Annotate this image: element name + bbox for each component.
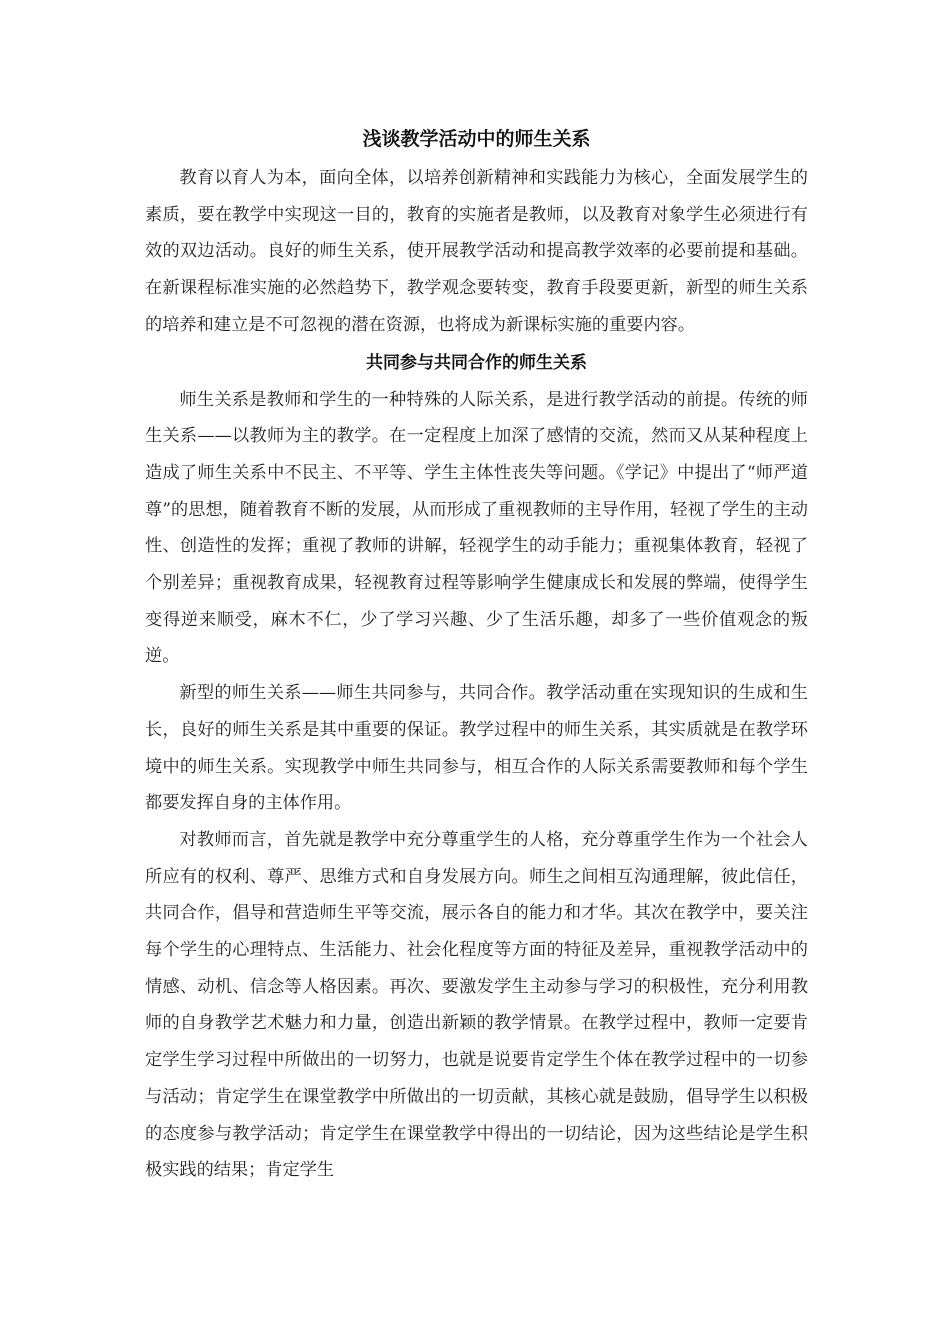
body-paragraph: 师生关系是教师和学生的一种特殊的人际关系，是进行教学活动的前提。传统的师生关系——以教师为主的教学。在一定程度上加深了感情的交流，然而又从某种程度上造成了师生关系中不民主、不平等、学生主体性丧失等问题。《学记》中提出了“师严道尊”的思想，随着教育不断的发展，从而形成了重视教师的主导作用，轻视了学生的主动性、创造性的发挥；重视了教师的讲解，轻视学生的动手能力；重视集体教育，轻视了个别差异；重视教育成果，轻视教育过程等影响学生健康成长和发展的弊端，使得学生变得逆来顺受，麻木不仁，少了学习兴趣、少了生活乐趣，却多了一些价值观念的叛逆。 xyxy=(145,389,808,667)
intro-paragraph: 教育以育人为本，面向全体，以培养创新精神和实践能力为核心，全面发展学生的素质，要在教学中实现这一目的，教育的实施者是教师，以及教育对象学生必须进行有效的双边活动。良好的师生关系，使开展教学活动和提高教学效率的必要前提和基础。在新课程标准实施的必然趋势下，教学观念要转变，教育手段要更新，新型的师生关系的培养和建立是不可忽视的潜在资源，也将成为新课标实施的重要内容。 xyxy=(145,168,808,335)
document-title: 浅谈教学活动中的师生关系 xyxy=(362,128,591,150)
body-paragraph: 新型的师生关系——师生共同参与，共同合作。教学活动重在实现知识的生成和生长，良好的师生关系是其中重要的保证。教学过程中的师生关系，其实质就是在教学环境中的师生关系。实现教学中师生共同参与，相互合作的人际关系需要教师和每个学生都要发挥自身的主体作用。 xyxy=(145,683,808,814)
document-body xyxy=(145,118,808,1189)
section-heading: 共同参与共同合作的师生关系 xyxy=(366,352,587,373)
body-paragraph: 对教师而言，首先就是教学中充分尊重学生的人格，充分尊重学生作为一个社会人所应有的权利、尊严、思维方式和自身发展方向。师生之间相互沟通理解，彼此信任，共同合作，倡导和营造师生平等交流，展示各自的能力和才华。其次在教学中，要关注每个学生的心理特点、生活能力、社会化程度等方面的特征及差异，重视教学活动中的情感、动机、信念等人格因素。再次、要激发学生主动参与学习的积极性，充分利用教师的自身教学艺术魅力和力量，创造出新颖的教学情景。在教学过程中，教师一定要肯定学生学习过程中所做出的一切努力，也就是说要肯定学生个体在教学过程中的一切参与活动；肯定学生在课堂教学中所做出的一切贡献，其核心就是鼓励，倡导学生以积极的态度参与教学活动；肯定学生在课堂教学中得出的一切结论，因为这些结论是学生积极实践的结果；肯定学生 xyxy=(145,829,808,1181)
